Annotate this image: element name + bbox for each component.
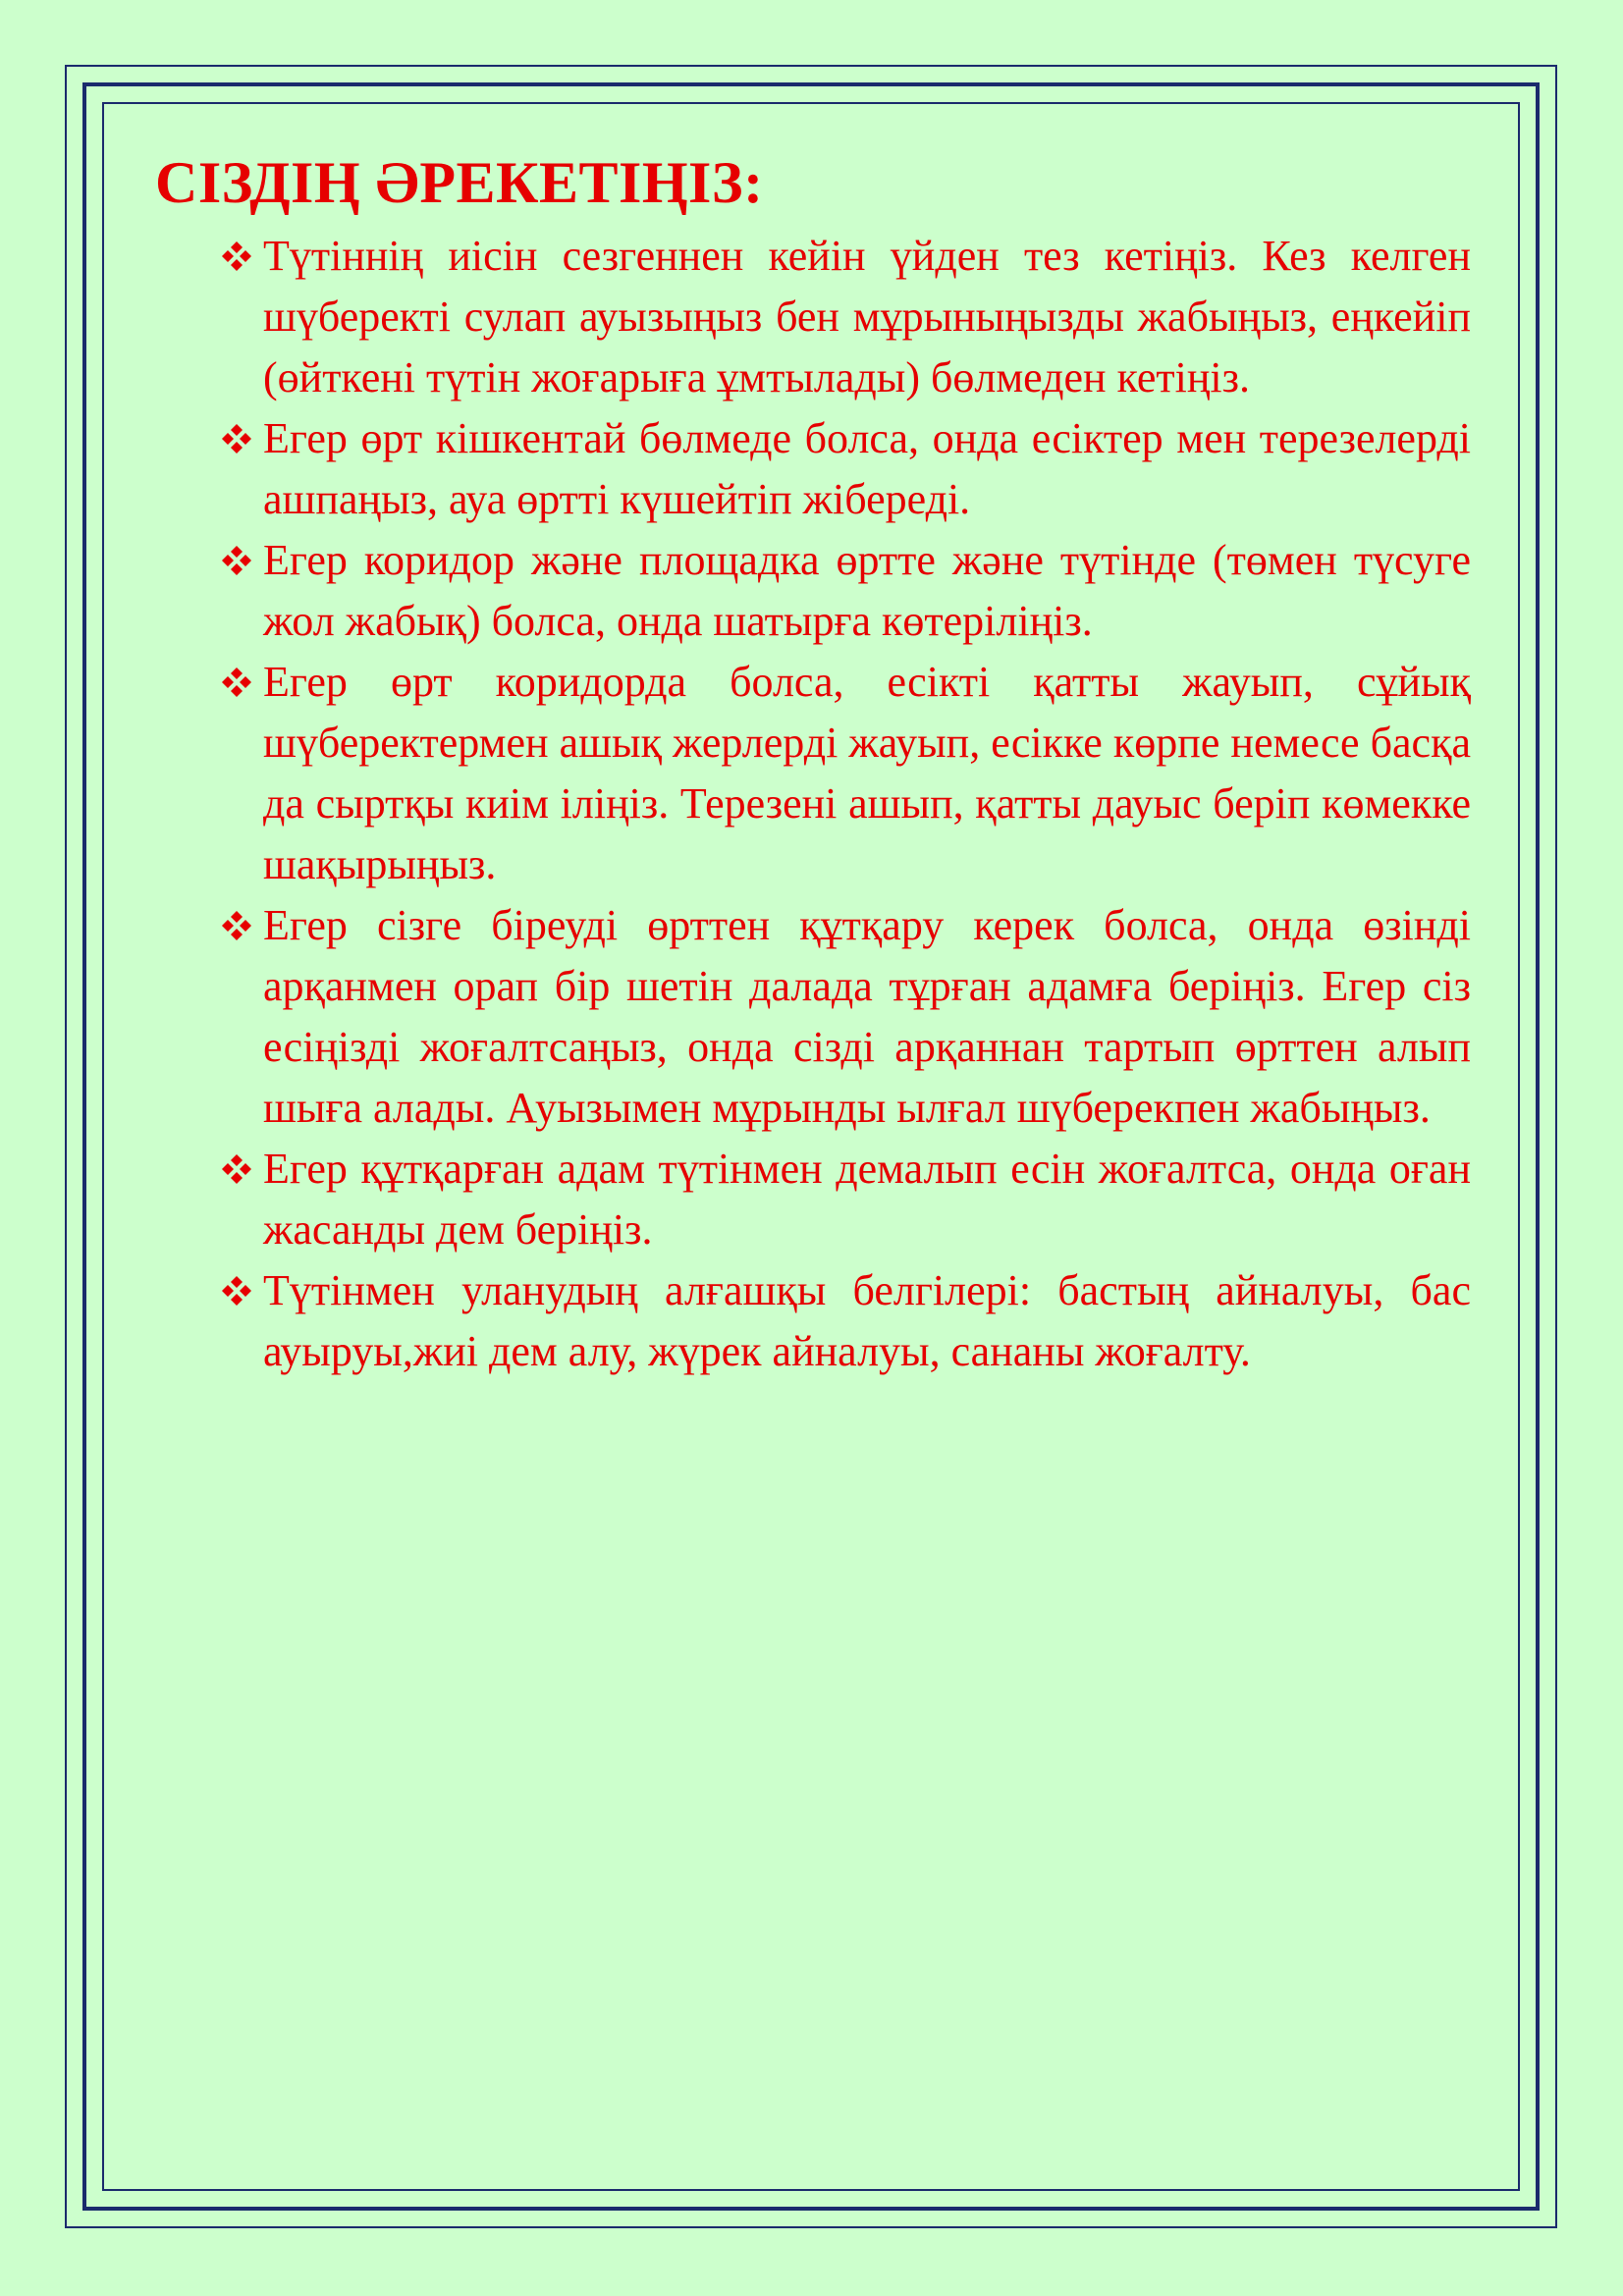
list-item-text: Түтіннің иісін сезгеннен кейін үйден тез кетіңіз. Кез келген шүберекті сулап ауызыңыз бен мұрыныңызды жабыңыз, еңкейіп (өйткені түтін жоғарыға ұмтылады) бөлмеден кетіңіз. [263, 232, 1471, 401]
list-item [214, 530, 1471, 652]
instruction-list [155, 226, 1471, 1382]
four-diamond-bullet-icon [214, 652, 259, 713]
four-diamond-bullet-icon [214, 408, 259, 469]
four-diamond-bullet-icon [214, 530, 259, 591]
list-item [214, 1139, 1471, 1260]
list-item [214, 408, 1471, 530]
list-item-text: Егер құтқарған адам түтінмен демалып есін жоғалтса, онда оған жасанды дем беріңіз. [263, 1145, 1471, 1254]
list-item-text: Егер өрт коридорда болса, есікті қатты жауып, сұйық шүберектермен ашық жерлерді жауып, есікке көрпе немесе басқа да сыртқы киім іліңіз. Терезені ашып, қатты дауыс беріп көмекке шақырыңыз. [263, 658, 1471, 888]
document-content [155, 147, 1471, 1382]
four-diamond-bullet-icon [214, 895, 259, 956]
list-item-text: Егер өрт кішкентай бөлмеде болса, онда есіктер мен терезелерді ашпаңыз, ауа өртті күшейтіп жібереді. [263, 414, 1471, 523]
list-item-text: Түтінмен уланудың алғашқы белгілері: бастың айналуы, бас ауыруы,жиі дем алу, жүрек айналуы, сананы жоғалту. [263, 1266, 1471, 1375]
list-item [214, 895, 1471, 1139]
list-item [214, 652, 1471, 895]
list-item [214, 1260, 1471, 1382]
four-diamond-bullet-icon [214, 1260, 259, 1321]
four-diamond-bullet-icon [214, 1139, 259, 1200]
page-title: СІЗДІҢ ӘРЕКЕТІҢІЗ: [155, 150, 764, 215]
list-item [214, 226, 1471, 408]
list-item-text: Егер сізге біреуді өрттен құтқару керек болса, онда өзінді арқанмен орап бір шетін далада тұрған адамға беріңіз. Егер сіз есіңізді жоғалтсаңыз, онда сізді арқаннан тартып өрттен алып шыға алады. Ауызымен мұрынды ылғал шүберекпен жабыңыз. [263, 901, 1471, 1132]
list-item-text: Егер коридор және площадка өртте және түтінде (төмен түсуге жол жабық) болса, онда шатырға көтеріліңіз. [263, 536, 1471, 645]
four-diamond-bullet-icon [214, 226, 259, 287]
